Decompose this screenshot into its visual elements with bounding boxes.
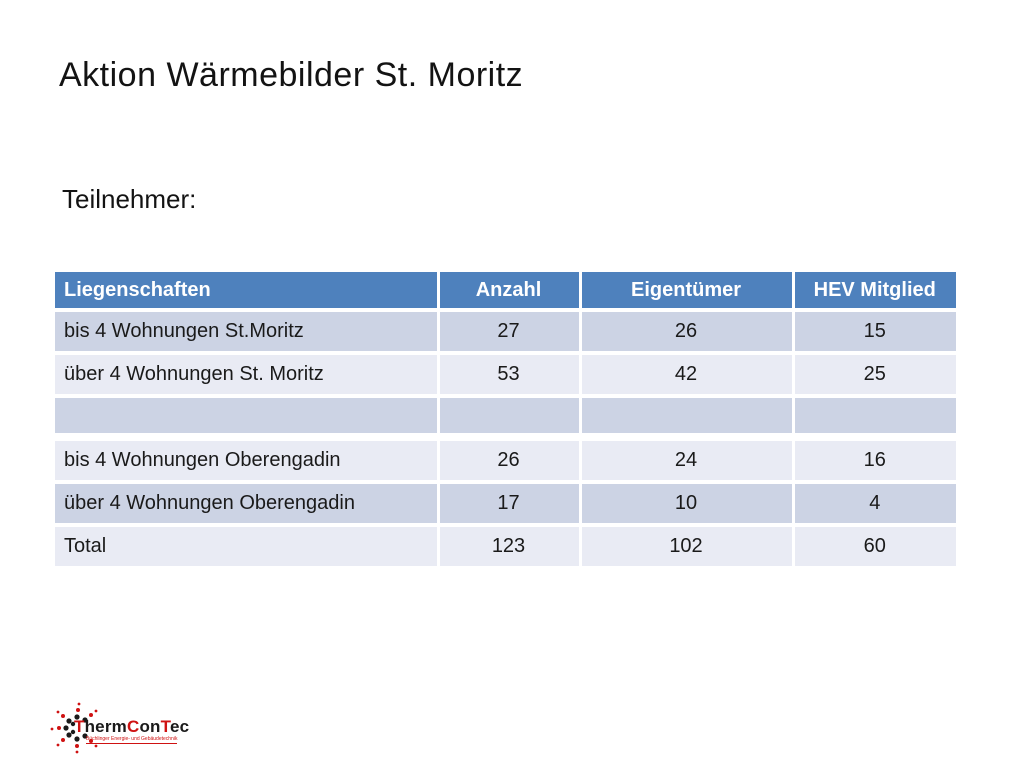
- row-anzahl: 123: [438, 525, 580, 568]
- subtitle-teilnehmer: Teilnehmer:: [62, 184, 197, 214]
- logo-letters: on: [139, 717, 161, 736]
- row-hev: 4: [793, 482, 956, 525]
- row-anzahl: 26: [438, 437, 580, 482]
- row-anzahl: 53: [438, 353, 580, 396]
- logo-wordmark: [74, 717, 189, 737]
- logo-letter: T: [160, 717, 170, 736]
- row-hev: [793, 396, 956, 437]
- row-eigentuemer: 10: [580, 482, 793, 525]
- page-title: Aktion Wärmebilder St. Moritz: [59, 56, 524, 94]
- table-row: [55, 310, 956, 353]
- row-eigentuemer: 24: [580, 437, 793, 482]
- row-label: Total: [55, 525, 438, 568]
- row-label: bis 4 Wohnungen Oberengadin: [55, 437, 438, 482]
- table-row: [55, 437, 956, 482]
- header-hev-mitglied: HEV Mitglied: [793, 272, 956, 310]
- header-eigentuemer: Eigentümer: [580, 272, 793, 310]
- participants-table-container: [55, 272, 956, 570]
- row-anzahl: [438, 396, 580, 437]
- logo-letter: T: [74, 717, 85, 736]
- row-hev: 60: [793, 525, 956, 568]
- table-row: [55, 353, 956, 396]
- row-eigentuemer: [580, 396, 793, 437]
- thermcontec-logo: [46, 696, 266, 760]
- row-hev: 15: [793, 310, 956, 353]
- logo-letters: ec: [169, 717, 190, 736]
- row-hev: 16: [793, 437, 956, 482]
- row-label: über 4 Wohnungen St. Moritz: [55, 353, 438, 396]
- row-hev: 25: [793, 353, 956, 396]
- row-label: [55, 396, 438, 437]
- row-anzahl: 17: [438, 482, 580, 525]
- header-liegenschaften: Liegenschaften: [55, 272, 438, 310]
- logo-letter: C: [126, 717, 140, 736]
- row-anzahl: 27: [438, 310, 580, 353]
- logo-tagline: Büchlinger Energie- und Gebäudetechnik: [86, 736, 178, 742]
- table-header-row: [55, 272, 956, 310]
- row-eigentuemer: 102: [580, 525, 793, 568]
- row-label: über 4 Wohnungen Oberengadin: [55, 482, 438, 525]
- participants-table: [55, 272, 956, 570]
- table-row-empty: [55, 396, 956, 437]
- table-row-total: [55, 525, 956, 568]
- row-label: bis 4 Wohnungen St.Moritz: [55, 310, 438, 353]
- row-eigentuemer: 26: [580, 310, 793, 353]
- logo-letters: herm: [84, 717, 127, 736]
- header-anzahl: Anzahl: [438, 272, 580, 310]
- row-eigentuemer: 42: [580, 353, 793, 396]
- table-row: [55, 482, 956, 525]
